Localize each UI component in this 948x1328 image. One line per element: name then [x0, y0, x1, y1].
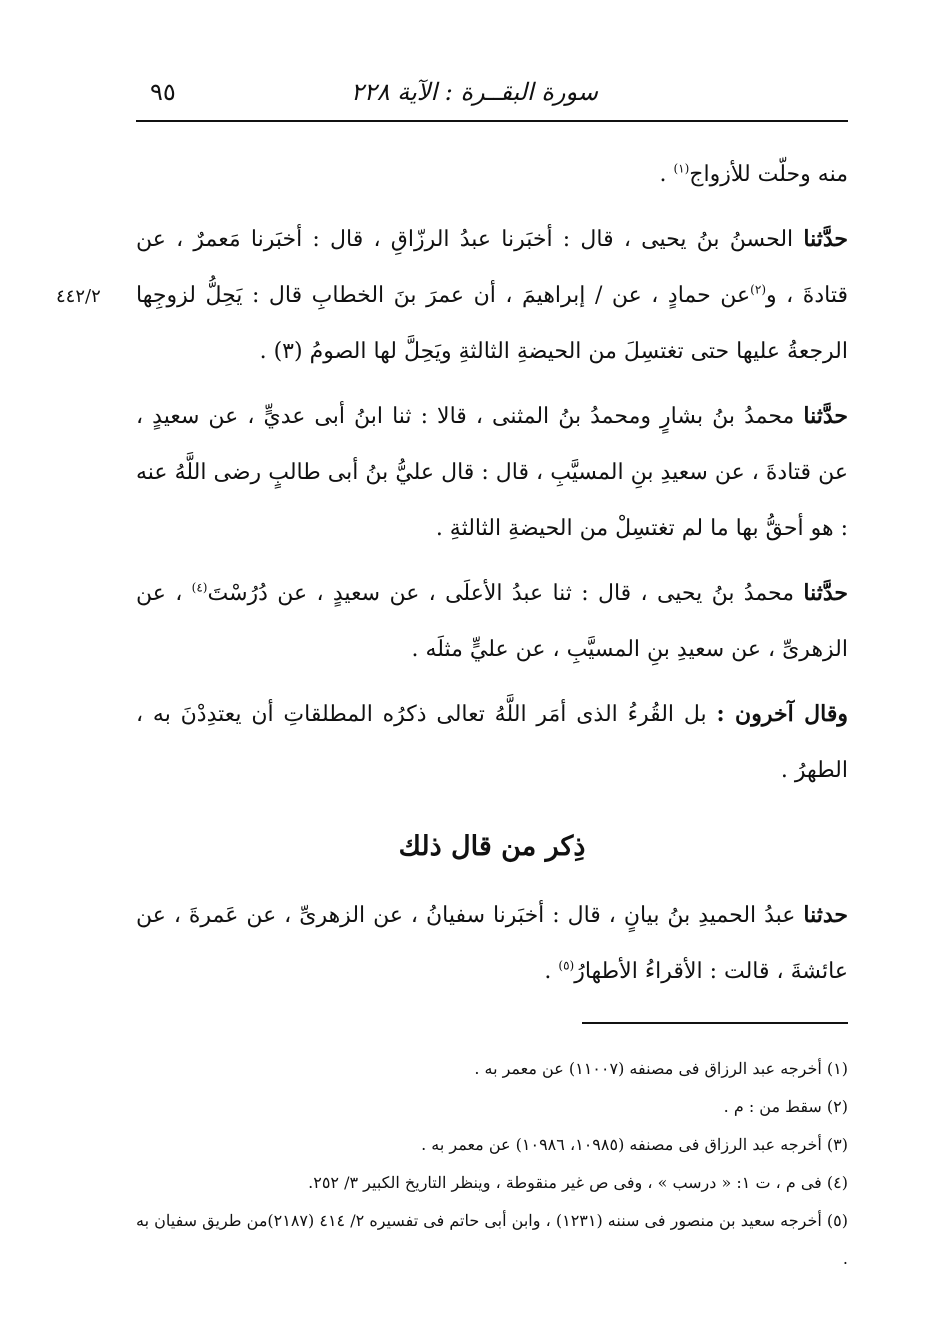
paragraph-lead: حدَّثنا: [803, 226, 848, 252]
paragraph-text: منه وحلّت للأزواج: [689, 162, 848, 187]
margin-reference: ٤٤٢/٢: [56, 286, 101, 307]
footnote-marker: (٢): [750, 282, 766, 297]
paragraph-3: [136, 388, 848, 557]
footnote: (٣) أخرجه عبد الرزاق فى مصنفه (١٠٩٨٥، ١٠٩٨٦) عن معمر به .: [421, 1135, 848, 1154]
page-number: ٩٥: [150, 78, 176, 106]
paragraph-text: الحسنُ بنُ يحيى ، قال : أخبَرنا عبدُ الرزّاقِ ، قال : أخبَرنا مَعمرٌ ، عن قتادةَ ، و: [136, 227, 848, 308]
footnote-rule: [582, 1022, 848, 1024]
footnote: (٢) سقط من : م .: [723, 1097, 848, 1116]
paragraph-text: عبدُ الحميدِ بنُ بيانٍ ، قال : أخبَرنا سفيانُ ، عن الزهرىِّ ، عن عَمرةَ ، عن عائشةَ ، قالت : الأقراءُ الأطهارُ: [136, 903, 848, 984]
main-text: [136, 146, 848, 1008]
paragraph-text: بل القُرءُ الذى أمَر اللَّهُ تعالى ذكرُه المطلقاتِ أن يعتدِدْنَ به ، الطهرُ .: [136, 702, 848, 783]
paragraph-end: .: [544, 959, 559, 984]
footnotes: [136, 1050, 848, 1278]
footnote: (٤) فى م ، ت ١: « درسب » ، وفى ص غير منقوطة ، وينظر التاريخ الكبير ٣/ ٢٥٢.: [308, 1173, 848, 1192]
paragraph-end: عن حمادٍ ، عن / إبراهيمَ ، أن عمرَ بنَ الخطابِ قال : يَحِلُّ لزوجِها الرجعةُ عليها حتى تغتسِلَ من الحيضةِ الثالثةِ ويَحِلَّ لها الصومُ (٣) .: [136, 283, 848, 364]
paragraph-2: [136, 211, 848, 380]
header-rule: [136, 120, 848, 122]
paragraph-text: محمدُ بنُ بشارٍ ومحمدُ بنُ المثنى ، قالا : ثنا ابنُ أبى عديٍّ ، عن سعيدٍ ، عن قتادةَ ، عن سعيدِ بنِ المسيَّبِ ، قال : قال عليُّ بنُ أبى طالبٍ رضى اللَّهُ عنه : هو أحقُّ بها ما لم تغتسِلْ من الحيضةِ الثالثةِ .: [136, 404, 848, 541]
footnote-marker: (٥): [558, 958, 575, 973]
running-header: [136, 72, 848, 116]
footnote-marker: (١): [673, 161, 690, 176]
paragraph-5: [136, 686, 848, 799]
footnote: (١) أخرجه عبد الرزاق فى مصنفه (١١٠٠٧) عن معمر به .: [474, 1059, 848, 1078]
paragraph-end: .: [659, 162, 674, 187]
paragraph-end: ، عن الزهرىِّ ، عن سعيدِ بنِ المسيَّبِ ، عن عليٍّ مثلَه .: [136, 581, 848, 662]
paragraph-lead: حدَّثنا: [803, 403, 848, 429]
paragraph-6: [136, 887, 848, 1000]
section-heading: ذِكر من قال ذلك: [398, 831, 586, 862]
paragraph-lead: حدَّثنا: [803, 580, 848, 606]
paragraph-1: [136, 146, 848, 203]
paragraph-4: [136, 565, 848, 678]
footnote: (٥) أخرجه سعيد بن منصور فى سننه (١٢٣١) ، وابن أبى حاتم فى تفسيره ٢/ ٤١٤ (٢١٨٧)من طريق سفيان به .: [136, 1211, 849, 1268]
paragraph-lead: وقال آخرون :: [716, 701, 848, 727]
running-title: سورة البقــرة : الآية ٢٢٨: [350, 78, 598, 106]
footnote-marker: (٤): [191, 580, 208, 595]
paragraph-text: محمدُ بنُ يحيى ، قال : ثنا عبدُ الأعلَى ، عن سعيدٍ ، عن دُرُسْتَ: [207, 581, 804, 606]
paragraph-lead: حدثنا: [803, 902, 848, 928]
